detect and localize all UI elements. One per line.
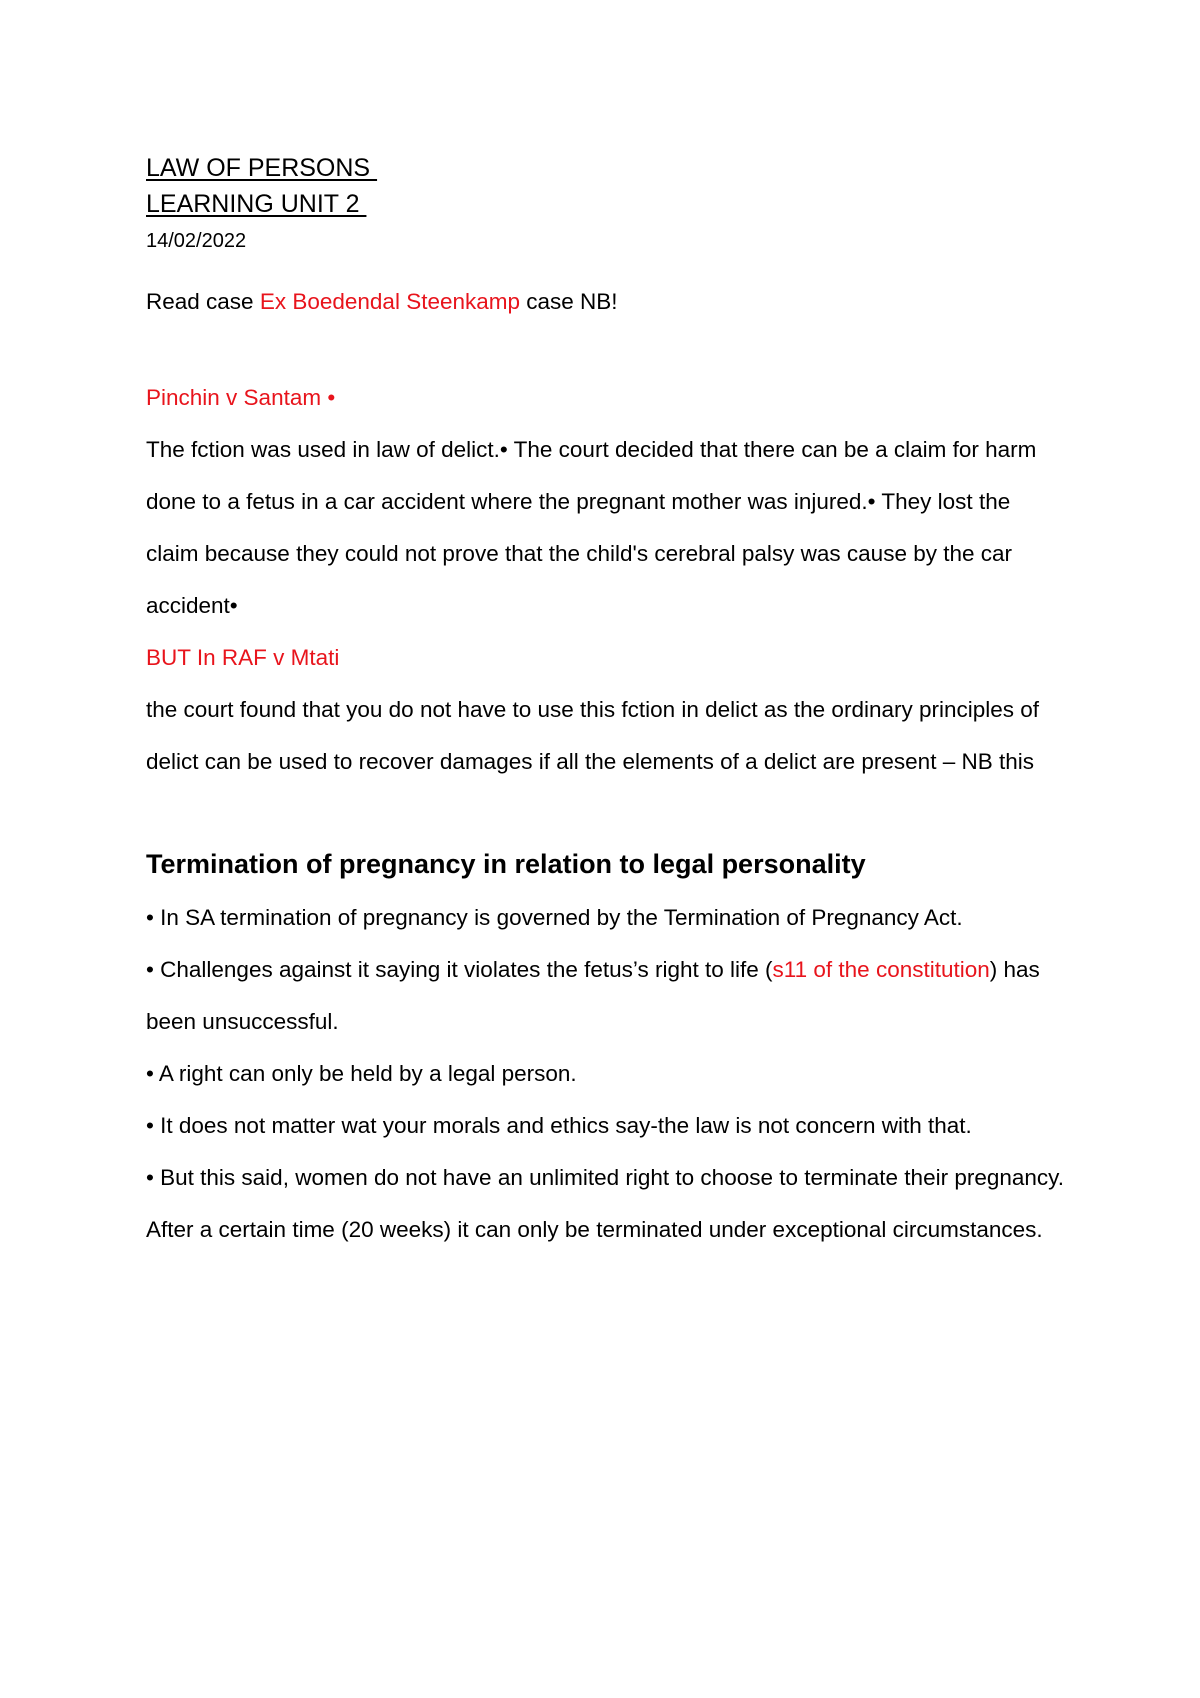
termination-section-heading: Termination of pregnancy in relation to legal personality [146,849,866,879]
read-case-prefix: Read case [146,289,260,314]
constitution-reference: s11 of the constitution [772,957,990,982]
read-case-line [146,276,1066,328]
document-content [146,150,1066,1256]
pinchin-case-body: The fction was used in law of delict.• The court decided that there can be a claim for harm done to a fetus in a car accident where the pregnant mother was injured.• They lost the claim because they could not prove that the child's cerebral palsy was cause by the car accident• [146,437,1037,618]
case-name-steenkamp: Ex Boedendal Steenkamp [259,289,521,314]
read-case-suffix: case NB! [520,289,618,314]
bullet-legal-person: • A right can only be held by a legal person. [146,1061,577,1086]
document-date: 14/02/2022 [146,230,247,252]
bullet-act: • In SA termination of pregnancy is governed by the Termination of Pregnancy Act. [146,905,963,930]
pinchin-case-heading: Pinchin v Santam • [146,385,336,410]
raf-case-heading: BUT In RAF v Mtati [146,645,340,670]
bullet-challenges-end: ) has been unsuccessful. [146,957,1040,1034]
raf-case-body: the court found that you do not have to use this fction in delict as the ordinary principles of delict can be used to recover damages if all the elements of a delict are present – NB this [146,697,1040,774]
document-title: LAW OF PERSONS [146,154,378,182]
learning-unit-title: LEARNING UNIT 2 [146,190,367,218]
bullet-challenges [146,944,1066,1048]
bullet-unlimited-right: • But this said, women do not have an unlimited right to choose to terminate their pregnancy. After a certain time (20 weeks) it can only be terminated under exceptional circumstances. [146,1165,1064,1242]
bullet-challenges-text: • Challenges against it saying it violates the fetus’s right to life ( [146,957,773,982]
termination-bullet-list [146,892,1066,1256]
bullet-morals: • It does not matter wat your morals and ethics say-the law is not concern with that. [146,1113,972,1138]
